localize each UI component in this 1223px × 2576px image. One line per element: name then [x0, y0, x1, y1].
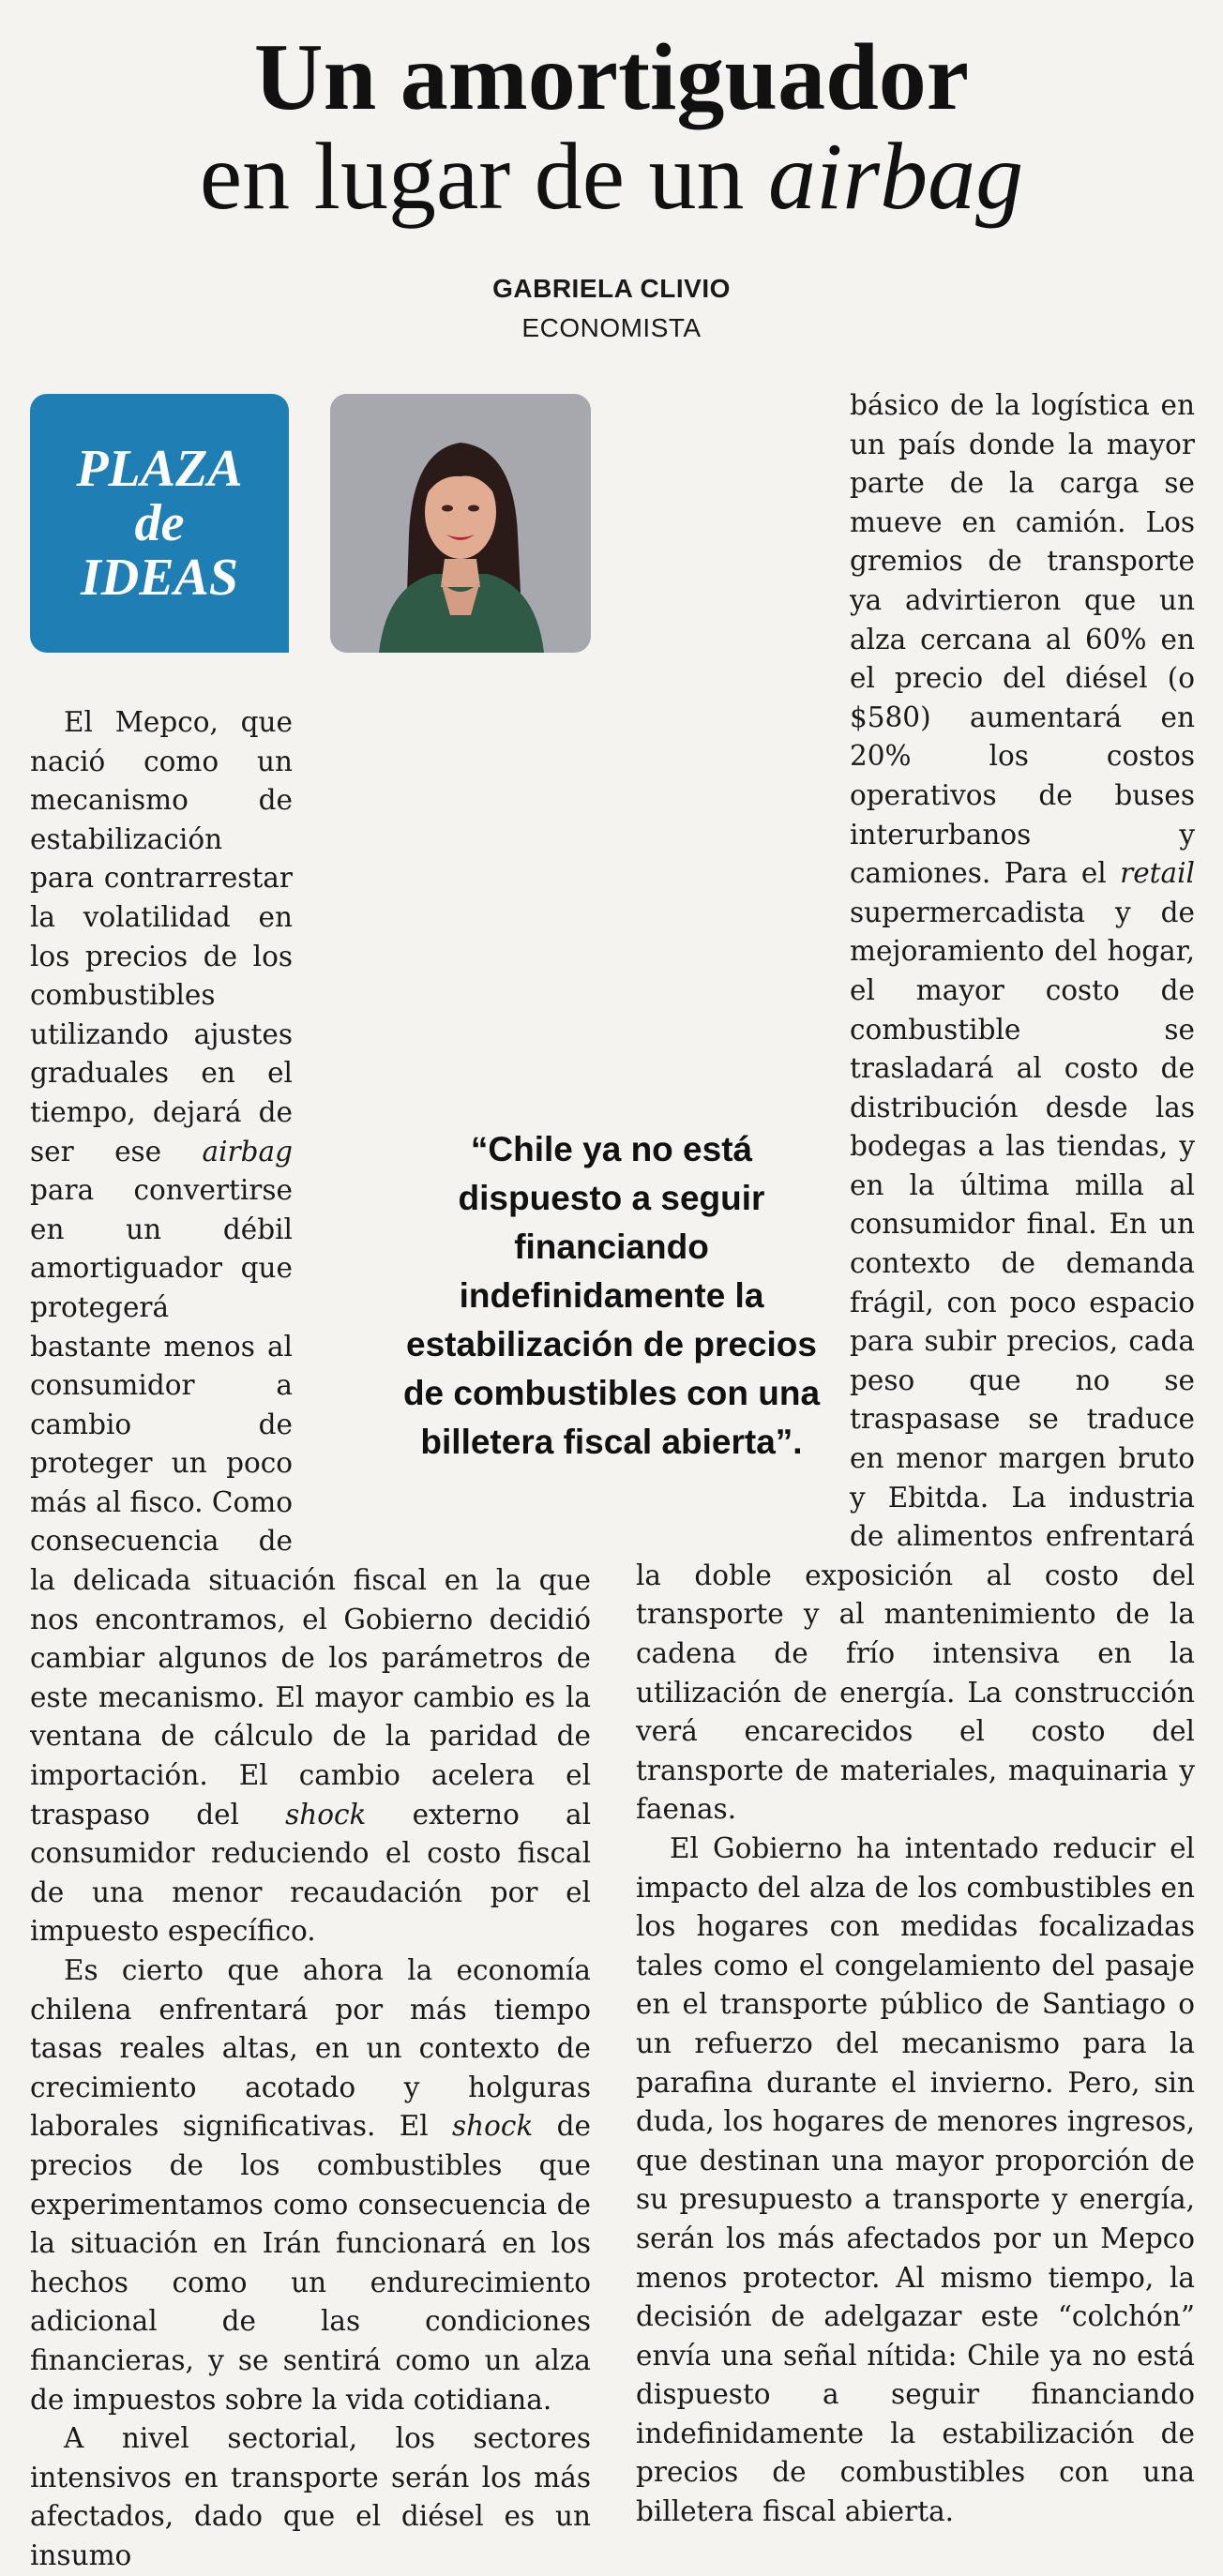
- paragraph-4: básico de la logística en un país donde la mayor parte de la carga se mueve en camión. Los gremios de transporte ya advirtieron que un alza cercana al 60% en el precio del diésel (o $580) aumentará en 20% los costos operativos de buses interurbanos y camiones. Para el retail supermercadista y de mejoramiento del hogar, el mayor costo de combustible se trasladará al costo de distribución desde las bodegas a las tiendas, y en la última milla al consumidor final. En un contexto de demanda frágil, con poco espacio para subir precios, cada peso que no se traspasase se traduce en menor margen bruto y Ebitda. La industria de alimentos enfrentará la doble exposición al costo del transporte y al mantenimiento de la cadena de frío intensiva en la utilización de energía. La construcción verá encarecidos el costo del transporte de materiales, maquinaria y faenas.: [636, 389, 1195, 1826]
- headline-line-2-text: en lugar de un: [199, 124, 769, 230]
- section-badge-line-1: PLAZA: [76, 440, 243, 498]
- pull-quote: “Chile ya no está dispuesto a seguir financiando indefinidamente la estabilización de precios de combustibles con una billetera fiscal abierta”.: [402, 1130, 821, 1461]
- paragraph-3: A nivel sectorial, los sectores intensivos en transporte serán los más afectados, dado que el diésel es un insumo: [30, 2422, 591, 2571]
- paragraph-5: El Gobierno ha intentado reducir el impacto del alza de los combustibles en los hogares con medidas focalizadas tales como el congelamiento del pasaje en el transporte público de Santiago o un refuerzo del mecanismo para la parafina durante el invierno. Pero, sin duda, los hogares de menores ingresos, que destinan una mayor proporción de su presupuesto a transporte y energía, serán los más afectados por un Mepco menos protector. Al mismo tiempo, la decisión de adelgazar este “colchón” envía una señal nítida: Chile ya no está dispuesto a seguir financiando indefinidamente la estabilización de precios de combustibles con una billetera fiscal abierta.: [636, 1831, 1195, 2528]
- section-badge-line-3: IDEAS: [80, 549, 239, 607]
- author-photo: [330, 394, 591, 653]
- headline-italic-word: airbag: [768, 124, 1024, 230]
- headline-line-1: Un amortiguador: [253, 24, 970, 130]
- author-portrait-image: [330, 394, 591, 653]
- section-badge: [30, 394, 289, 653]
- paragraph-2: Es cierto que ahora la economía chilena enfrentará por más tiempo tasas reales altas, en un contexto de crecimiento acotado y holguras laborales significativas. El shock de precios de los combustibles que experimentamos como consecuencia de la situación en Irán funcionará en los hechos como un endurecimiento adicional de las condiciones financieras, y se sentirá como un alza de impuestos sobre la vida cotidiana.: [30, 1954, 591, 2416]
- author-name: GABRIELA CLIVIO: [492, 274, 731, 303]
- article-column-left: [30, 703, 591, 2576]
- headline: [0, 24, 1223, 230]
- author-role: ECONOMISTA: [521, 313, 702, 342]
- paragraph-1: El Mepco, que nació como un mecanismo de estabilización para contrarrestar la volatilidad en los precios de los combustibles utilizando ajustes graduales en el tiempo, dejará de ser ese airbag para convertirse en un débil amortiguador que protegerá bastante menos al consumidor a cambio de proteger un poco más al fisco. Como consecuencia de la delicada situación fiscal en la que nos encontramos, el Gobierno decidió cambiar algunos de los parámetros de este mecanismo. El mayor cambio es la ventana de cálculo de la paridad de importación. El cambio acelera el traspaso del shock externo al consumidor reduciendo el costo fiscal de una menor recaudación por el impuesto específico.: [30, 706, 591, 1948]
- headline-line-2: [0, 124, 1223, 230]
- section-badge-line-2: de: [134, 494, 185, 552]
